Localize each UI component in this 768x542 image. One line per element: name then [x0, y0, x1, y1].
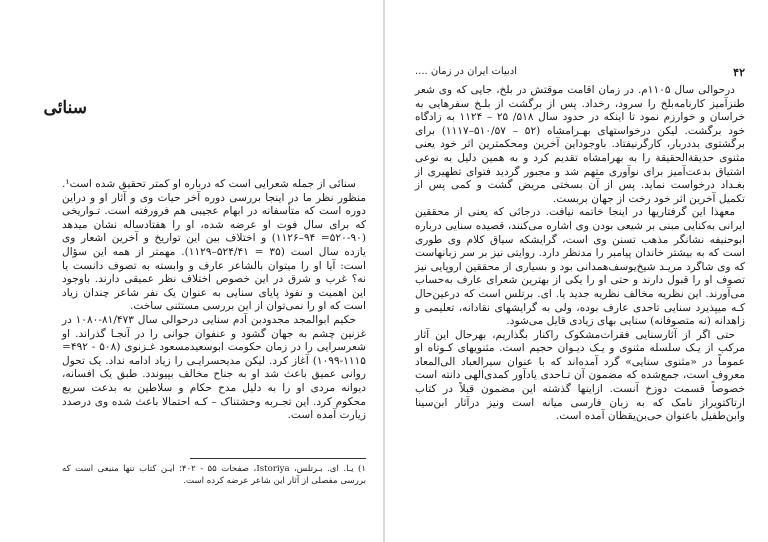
footnote: ۱) یـا. ای. بـرتلس، Istoriya، صفحات ۵۵ - ۴۰۲؛ ایـن کتاب تنها منبعی است که بررسی مفصلی از آثار این شاعر عرضه کرده است.: [62, 464, 366, 486]
left-page: [0, 0, 383, 542]
chapter-title: سنائی: [43, 98, 87, 118]
running-header: [415, 66, 745, 82]
paragraph: حتی اگر از آثارسنایی فقرات‌مشکوک راکنار بگذاریم، بهرحال این آثار مرکب از یـک سلسله مثنوی و یـک دیـوان حجیم است. مثنویهای کـوتاه او عموماً در «مثنوی سنایی» گرد آمده‌اند که با عنوان سیرالعباد الی‌المعاد معروف است، جمع‌شده که مضمون آن تـاحدی یادآور کمدی‌الهی دانته است خصوصاً قسمت دوزخ آنست. ازاینها گذشته این مضمون قبلاً در کتاب ارتاکتویراز نامک که به زبان فارسی میانه است ونیز درآثار ابن‌سینا وابن‌طفیل باعنوان حی‌بن‌یقظان آمده است.: [415, 328, 745, 423]
footnote-divider: [190, 458, 366, 459]
right-page-body: [415, 84, 745, 424]
paragraph: حکیم ابوالمجد مجدودبن آدم سنایی درحوالی سال ۸۱/۴۷۳-۱۰۸۰ در غزنین چشم به جهان گشود و عنفوان جوانی را در آنجـا گذراند. او شعرسرایی را در زمان حکومت ابوسعیدمسعود غـزنوی (۵۰۸ - ۴۹۲= ۱۱۱۵-۱۰۹۹) آغاز کرد. لیکن مدیحسرایـی را زیاد ادامه نداد. یک تحول روانی عمیق باعث شد او به جناح مخالف بپیوندد. طبق یک افسانه، دیوانه مردی او را به دلیل مدح حکام و سلاطین به بدعت سریع محکوم کرد. این تجـربه وحشتناک – کـه احتمالا باعث شده وی درصدد زیارت آمده است.: [62, 313, 366, 422]
paragraph: معهذا این گرفتاریها در اینجا خاتمه نیافت. درجائی که یعنی از محققین ایرانی به‌کنایی مبنی بر شیعی بودن وی اشاره می‌کنند، قصیده سنایی درباره ابوحنیفه نشانگر مذهب تسنن وی است، گرایشکه سیاق کلام وی طوری است که به بیشتر خاندان پیامبر را مدنظر دارد. روایتی نیز بر سر زبانهاست که وی شاگرد مریـد شیخ‌یوسف‌همدانی بود و بسیاری از محققین اروپایی نیز تصوف او را قبول دارند و حتی او را یکی از بهترین شعرای عارف به‌حساب می‌آورند. این نظریه مخالف نظریه جدید یا. ای. برتلس است که درعین‌حال کـه میپذیرد سنایی تاحدی عارف بوده، ولی به گرایشهای نقادانه، تعلیمی و زاهدانه (نه متصوفانه) سنایی بهای زیادی قایل می‌شود.: [415, 206, 745, 328]
page-number: ۴۲: [733, 66, 745, 79]
left-page-body: [62, 178, 366, 423]
paragraph: سنائی از جمله شعرایی است که درباره او کمتر تحقیق شده است¹. منظور نظر ما در اینجا بررسی دوره آخر حیات وی و آثار او و دراین دوره است که متأسفانه در ابهام عجیبی هم فرورفته است. تـواریخی که برای سال فوت او عرضه شده، او را هفتادساله نشان میدهد (۹۰-۵۲۰= ۹۴–۱۱۲۶) و اختلاف بین این تواریخ و آخرین اشعار وی یازده سال است (۳۵ = ۵۲۴/۴۱–۱۱۲۹). مهمتر از همه این سؤال است: آیا او را میتوان بالشاعر عارف و وابسته به تصوف دانست یا نه؟ غرب و شرق در این خصوص اختلاف نظر عمیقی دارند. باوجود این اهمیت و نفوذ پایای سنایی به عنوان یک نفر شاعر چندان زیاد است که او را نمی‌توان از این بررسی مستثنی ساخت.: [62, 178, 366, 313]
running-header-title: ادبیات ایران در زمان ....: [415, 66, 517, 77]
paragraph: درحوالی سال ۱۱۰۵م. در زمان اقامت موقتش در بلخ، جایی که وی شعر طنزآمیز کارنامه‌بلخ را سرود، رخداد. پس از برگشت از بلـخ سفرهایی به خراسان و خوارزم نمود تا اینکه در حدود سال ۵۱۸/ ۲۵ – ۱۱۲۴ به زادگاه خود برگشت. لیکن درخواستهای بهـرامشاه (۵۲ – ۵۱۰/۵۷–۱۱۱۷) برای برگشتوی بددربار، کارگرنیفتاد. باوجوداین آخرین ومحکمترین اثر خود یعنی مثنوی حدیقة‌الحقیقة را به بهرامشاه تقدیم کرد و به همین دلیل به نوعی اشتیاق بدعت‌آمیز برای نوآوری متهم شد و مجبور گردید فتوای تطهیری از بغـداد درخواست نماید. پس از آن بسختی مریض گشت و کمی پس از تکمیل آخرین اثر خود رخت از جهان بربست.: [415, 84, 745, 205]
right-page: [385, 0, 768, 542]
